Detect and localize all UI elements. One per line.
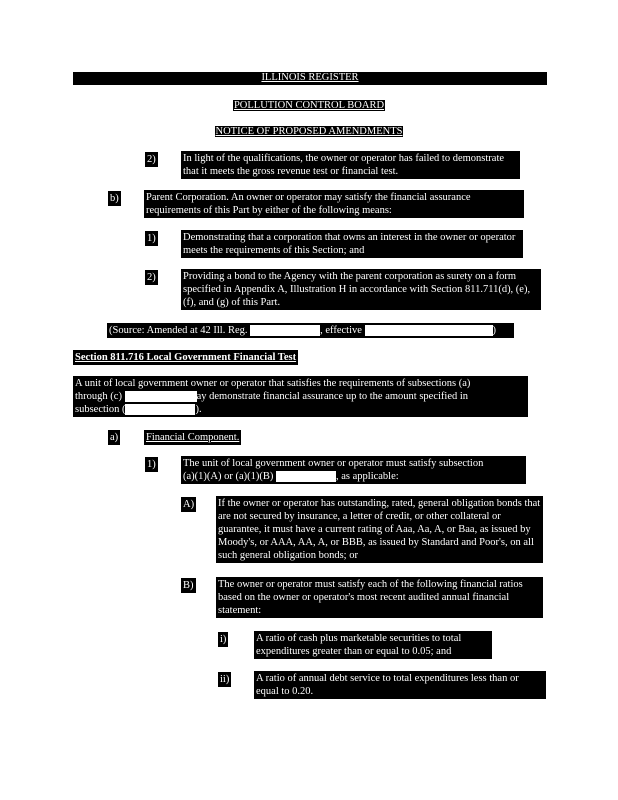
item-B-label: B) bbox=[183, 580, 194, 591]
intro-line-1: A unit of local government owner or operator that satisfies the requirements of subsections (a) bbox=[75, 378, 471, 389]
section-heading-text: Section 811.716 Local Government Financial Test bbox=[75, 352, 297, 363]
register-title: ILLINOIS REGISTER bbox=[73, 72, 547, 85]
item-a1-redaction bbox=[276, 471, 336, 482]
intro-redaction-2 bbox=[125, 404, 195, 415]
item-b1-label: 1) bbox=[147, 233, 156, 244]
item-a-label: a) bbox=[110, 432, 119, 443]
item-2-text bbox=[181, 151, 520, 179]
item-b1-paragraph: Demonstrating that a corporation that owns an interest in the owner or operator meets the requirements of this Section; and bbox=[183, 232, 516, 256]
intro-paragraph bbox=[73, 376, 528, 417]
item-b-text bbox=[144, 190, 524, 218]
item-b-label: b) bbox=[110, 193, 119, 204]
notice-title bbox=[0, 126, 618, 138]
item-b2-label: 2) bbox=[147, 272, 156, 283]
item-B-text bbox=[216, 577, 543, 618]
source-redaction-2 bbox=[365, 325, 493, 336]
intro-line-3 bbox=[75, 403, 526, 416]
item-i-paragraph: A ratio of cash plus marketable securities to total expenditures greater than or equal to 0.05; and bbox=[256, 633, 462, 657]
notice-title-text: NOTICE OF PROPOSED AMENDMENTS bbox=[215, 126, 403, 137]
intro-line-2a: through (c) bbox=[75, 391, 122, 402]
item-b2-paragraph: Providing a bond to the Agency with the parent corporation as surety on a form specified in Appendix A, Illustration H in accordance with Section 811.711(d), (e), (f), and (g) of this Part. bbox=[183, 271, 531, 308]
item-ii-label: ii) bbox=[220, 674, 230, 685]
item-2-paragraph: In light of the qualifications, the owner or operator has failed to demonstrate that it meets the gross revenue test or financial test. bbox=[183, 153, 505, 177]
board-title-text: POLLUTION CONTROL BOARD bbox=[233, 100, 385, 111]
item-a-heading: Financial Component. bbox=[146, 432, 240, 443]
item-A-paragraph: If the owner or operator has outstanding, rated, general obligation bonds that are not secured by insurance, a letter of credit, or other collateral or guarantee, it must have a current rating of Aaa, Aa, A, or Baa, as issued by Moody's, or AAA, AA, A, or BBB, as issued by Standard and Poor's, on all such general obligation bonds; or bbox=[218, 498, 541, 561]
item-ii-paragraph: A ratio of annual debt service to total expenditures less than or equal to 0.20. bbox=[256, 673, 519, 697]
item-b2-text bbox=[181, 269, 541, 310]
item-a1-line-1: The unit of local government owner or operator must satisfy subsection bbox=[183, 458, 484, 469]
item-a1-text bbox=[181, 456, 526, 484]
item-i-label: i) bbox=[220, 634, 227, 645]
source-note bbox=[107, 323, 514, 338]
source-part1: (Source: Amended at 42 Ill. Reg. bbox=[109, 325, 248, 336]
section-heading bbox=[73, 350, 298, 365]
item-i-text bbox=[254, 631, 492, 659]
intro-line-2b: ay demonstrate financial assurance up to the amount specified in bbox=[196, 391, 469, 402]
item-a-text bbox=[144, 430, 241, 445]
item-B-paragraph: The owner or operator must satisfy each of the following financial ratios based on the owner or operator's most recent audited annual financial statement: bbox=[218, 579, 523, 616]
item-2-label: 2) bbox=[147, 154, 156, 165]
item-a1-label: 1) bbox=[147, 459, 156, 470]
source-part2: , effective bbox=[320, 325, 362, 336]
source-part3: ) bbox=[492, 325, 497, 336]
item-b-paragraph: Parent Corporation. An owner or operator may satisfy the financial assurance requirements of this Part by either of the following means: bbox=[146, 192, 471, 216]
item-A-text bbox=[216, 496, 543, 563]
board-title bbox=[0, 100, 618, 112]
item-ii-text bbox=[254, 671, 546, 699]
item-a1-line-2b: , as applicable: bbox=[336, 471, 399, 482]
intro-line-3b: ). bbox=[195, 404, 202, 415]
item-a1-line-2 bbox=[183, 470, 524, 483]
item-a1-line-2a: (a)(1)(A) or (a)(1)(B) bbox=[183, 471, 274, 482]
intro-line-3a: subsection ( bbox=[75, 404, 126, 415]
intro-line-2 bbox=[75, 390, 526, 403]
intro-redaction-1 bbox=[125, 391, 197, 402]
source-redaction-1 bbox=[250, 325, 320, 336]
item-b1-text bbox=[181, 230, 523, 258]
item-A-label: A) bbox=[183, 499, 195, 510]
